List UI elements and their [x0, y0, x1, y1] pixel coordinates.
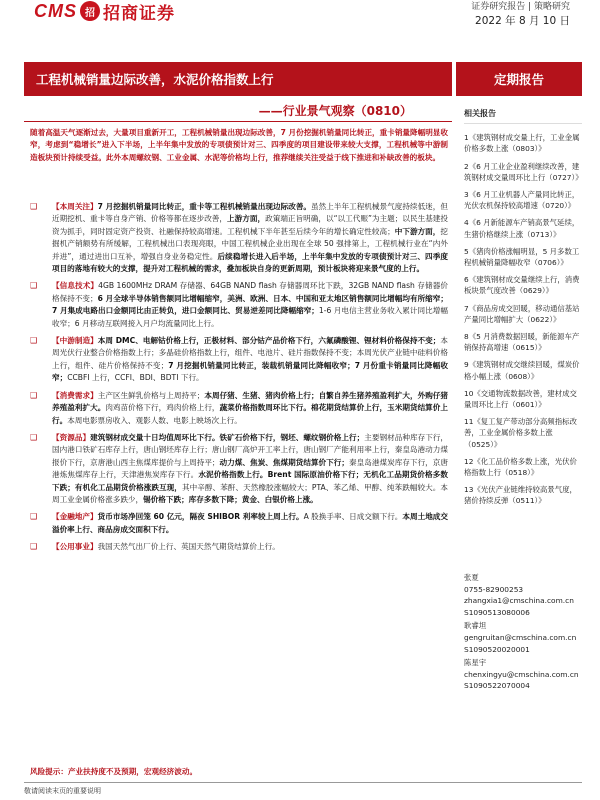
report-type-badge: 定期报告 [456, 62, 582, 96]
bullet-text: 1-6 月电信主营业务收入累计同比增幅收窄；6 月移动互联网接入月户均流量同比上行。 [52, 306, 448, 328]
report-subtitle: ——行业景气观察（0810） [258, 104, 412, 118]
bullet-text: 政策端正旨明确，以“以工代赈”为主题；以民生基建投资为抓手，同时固定资产投资、社融保持较高增速。工程机械下半年甚至后续今年的增长确定性较高； [52, 214, 449, 236]
bullet-emphasis: 动力煤、焦炭、焦煤期货结算价下行； [219, 457, 349, 467]
related-report-item: 2《6 月工业企业盈利继续改善，建筑钢材成交量周环比上行（0727）》 [464, 161, 583, 182]
bullet-heading: 【资源品】 [52, 432, 91, 442]
bullet-text: 主要钢材品种库存下行，国内港口铁矿石库存上行，唐山钢坯库存上行；唐山钢厂高炉开工率上行，唐山钢厂产能利用率上行，秦皇岛港动力煤报价下行，京唐港山西主焦煤库提价与上周持平； [52, 432, 449, 467]
footer-divider [24, 782, 582, 783]
bullet-emphasis: 6 月全球半导体销售额同比增幅缩窄，美洲、欧洲、日本、中国和亚太地区销售额同比增幅均有所缩窄；7 月集成电路出口金额同比由正转负，进口金额同比、贸易逆差同比降幅缩窄； [52, 293, 448, 316]
bullet-text: 本周电影票房收入、观影人数、电影上映场次上行。 [67, 415, 242, 425]
cms-logo [34, 0, 175, 22]
related-report-item: 10《交通物流数据改善，建材成交量周环比上行（0601）》 [464, 388, 577, 410]
bullet-marker-icon: ❑ [30, 281, 38, 291]
related-report-item: 8《5 月消费数据回暖，新能源车产销保持高增速（0615）》 [464, 332, 580, 353]
related-report-item: 9《建筑钢材成交继续回暖，煤炭价格小幅上涨（0608）》 [464, 360, 580, 381]
bullet-heading: 【信息技术】 [52, 281, 99, 291]
related-report-item: 1《建筑钢材成交量上行，工业金属价格多数上涨（0803）》 [464, 133, 580, 154]
related-reports-title: 相关报告 [464, 109, 496, 118]
logo-mark-icon: 招 [80, 1, 100, 21]
bullet-item [30, 201, 448, 275]
bullet-emphasis: 本周 DMC、电解钴价格上行，正极材料、部分钴产品价格下行，六氟磷酸锂、锂材料价格保持不变； [97, 336, 441, 346]
related-report-item: 11《复工复产带动部分高频指标改善，工业金属价格多数上涨（0525）》 [464, 417, 577, 449]
bullet-heading: 【中游制造】 [52, 336, 98, 346]
bullet-heading: 【公用事业】 [52, 542, 98, 552]
logo-text-en: CMS [34, 0, 77, 21]
bullet-text: 主产区生鲜乳价格与上周持平； [97, 390, 205, 400]
bullet-emphasis: 7 月挖掘机销量同比转正，重卡等工程机械销量出现边际改善。 [97, 202, 312, 211]
bullet-item [30, 511, 448, 536]
bullet-emphasis: 7 月挖掘机销量同比转正，装载机销量同比降幅收窄；7 月份重卡销量同比降幅收窄； [52, 360, 449, 383]
related-report-item: 7《商品房成交回暖，移动通信基站产量同比增幅扩大（0622）》 [464, 303, 580, 324]
logo-text-cn: 招商证券 [103, 3, 175, 24]
bullet-list [30, 201, 448, 559]
related-report-item: 3《6 月工业机器人产量同比转正，光伏农机保持较高增速（0720）》 [464, 190, 580, 211]
report-series: 证券研究报告 | 策略研究 [471, 2, 570, 12]
analyst-cert: S1090522070004 [464, 681, 530, 691]
bullet-emphasis: 本周土地成交溢价率上行、商品房成交面积下行。 [52, 512, 449, 534]
bullet-item [30, 335, 448, 385]
bullet-marker-icon: ❑ [30, 542, 38, 552]
analyst-email: gengruitan@cmschina.com.cn [464, 632, 577, 642]
bullet-emphasis: 中下游方面， [394, 226, 441, 236]
related-report-item: 6《建筑钢材成交量继续上行，消费板块景气度改善（0629）》 [464, 275, 580, 296]
bullet-marker-icon: ❑ [30, 390, 38, 400]
sidebar [464, 108, 582, 513]
bullet-emphasis: 后续稳增长进入后半场，上半年集中发放的专项债预计对三、四季度项目的落地有较大的支撑，提升对工程机械的需求，叠加板块自身的更新周期，预计板块将迎来景气度的上行。 [52, 251, 448, 274]
analyst-name: 张夏 [464, 573, 479, 582]
bullet-emphasis: 本周仔猪、生猪、猪肉价格上行；自繁自养生猪养殖盈利扩大，外购仔猪养殖盈利扩大。 [52, 390, 449, 413]
related-report-item: 4《6 月新能源车产销高景气延续，生猪价格继续上涨（0713）》 [464, 218, 580, 239]
analyst-contacts [464, 572, 582, 694]
header-meta [471, 0, 570, 28]
bullet-text: 挖掘机产销额势有所缓解，工程机械出口表现亮眼，中国工程机械企业出现在全球 50 强排第上，工程机械行业在“内外并进”，通过进出口互补，增强自身业务稳定性。 [52, 226, 448, 261]
analyst-contact [464, 657, 582, 692]
summary-paragraph: 随着高温天气逐渐过去，大量项目重新开工，工程机械销量出现边际改善，7 月份挖掘机销量同比转正，重卡销量降幅明显收窄，考虑到“稳增长”进入下半场，上半年集中发放的专项债预计对三、四季度的项目建设带来较大支撑，工程机械等中游制造板块预计持续受益。此外本周螺纹钢、工业金属、水泥等价格均上行，推荐继续关注受益于线下推进和补缺改善的板块。 [30, 128, 448, 162]
bullet-marker-icon: ❑ [30, 336, 38, 346]
bullet-item [30, 390, 448, 427]
related-report-item: 5《猪肉价格涨幅明显，5 月多数工程机械销量降幅收窄（0706）》 [464, 246, 580, 268]
report-title: 工程机械销量边际改善，水泥价格指数上行 [24, 62, 452, 96]
bullet-text: 肉鸡苗价格下行，鸡肉价格上行， [105, 403, 220, 413]
related-reports-list [464, 132, 582, 506]
related-report-item: 13《光伏产业链维持较高景气度，猪价持续反弹（0511）》 [464, 485, 577, 506]
analyst-contact [464, 620, 582, 655]
bullet-heading: 【金融地产】 [52, 512, 98, 522]
bullet-item [30, 432, 448, 506]
bullet-emphasis: 货币市场净回笼 60 亿元，隔夜 SHIBOR 利率较上周上行。 [97, 512, 304, 522]
analyst-cert: S1090513080006 [464, 607, 530, 617]
bullet-marker-icon: ❑ [30, 432, 38, 442]
bullet-text: 4GB 1600MHz DRAM 存储器、64GB NAND flash 存储器周环比下跌，32GB NAND flash 存储器价格保持不变； [52, 281, 448, 303]
bullet-heading: 【本周关注】 [52, 202, 98, 211]
related-report-item: 12《化工品价格多数上涨，光伏价格指数上行（0518）》 [464, 456, 577, 478]
title-divider [24, 121, 452, 122]
bullet-emphasis: 锡价格下跌；库存多数下降；黄金、白银价格上涨。 [143, 494, 318, 504]
page-header [0, 0, 600, 36]
report-date: 2022 年 8 月 10 日 [475, 15, 570, 27]
bullet-marker-icon: ❑ [30, 512, 38, 522]
bullet-emphasis: 蔬菜价格指数周环比下行。棉花期货结算价上行，玉米期货结算价上行。 [52, 403, 449, 425]
analyst-email: zhangxia1@cmschina.com.cn [464, 596, 574, 606]
bullet-text: A 股换手率、日成交额下行。 [303, 512, 403, 522]
risk-warning: 风险提示：产业扶持度不及预期，宏观经济波动。 [30, 767, 198, 776]
analyst-name: 耿睿坦 [464, 621, 487, 631]
sidebar-divider [464, 123, 582, 124]
bullet-emphasis: 水泥价格指数上行。Brent 国际原油价格下行；无机化工品期货价格多数下跌；有机化工品期货价格涨跌互现， [52, 470, 448, 492]
bullet-text: 虽然上半年工程机械景气度持续低迷，但近期挖机、重卡等自身产销、价格等都在逐步改善， [52, 202, 448, 224]
bullet-emphasis: 上游方面， [227, 214, 266, 224]
analyst-phone: 0755-82900253 [464, 584, 524, 594]
bullet-text: 秦皇岛港煤炭库存下行，京唐港炼焦煤库存上行，天津港焦炭库存下行。 [52, 457, 449, 480]
analyst-contact [464, 572, 582, 618]
bullet-text: CCBFI 上行，CCFI、BDI、BDTI 下行。 [67, 373, 204, 383]
bullet-item [30, 541, 448, 553]
footer-note: 敬请阅读末页的重要说明 [24, 787, 101, 795]
bullet-emphasis: 建筑钢材成交量十日均值周环比下行。铁矿石价格下行，钢坯、螺纹钢价格上行； [90, 432, 365, 442]
analyst-cert: S1090520020001 [464, 644, 530, 654]
bullet-marker-icon: ❑ [30, 202, 38, 211]
bullet-text: 本周光伏行业整合价格指数上行；多晶硅价格指数上行，组件、电池片、硅片指数保持不变；本周光伏产业链中硅料价格上行，组件、硅片价格保持不变； [52, 336, 449, 370]
bullet-text: 其中辛醇、苯酐、天然橡胶涨幅较大；PTA、苯乙烯、甲醇、纯苯跌幅较大。本周工业金属价格涨多跌少， [52, 482, 449, 504]
bullet-text: 我国天然气出厂价上行、英国天然气期货结算价上行。 [97, 542, 280, 552]
analyst-email: chenxingyu@cmschina.com.cn [464, 669, 579, 679]
bullet-item [30, 280, 448, 330]
bullet-heading: 【消费需求】 [52, 390, 98, 400]
analyst-name: 陈星宇 [464, 658, 487, 668]
